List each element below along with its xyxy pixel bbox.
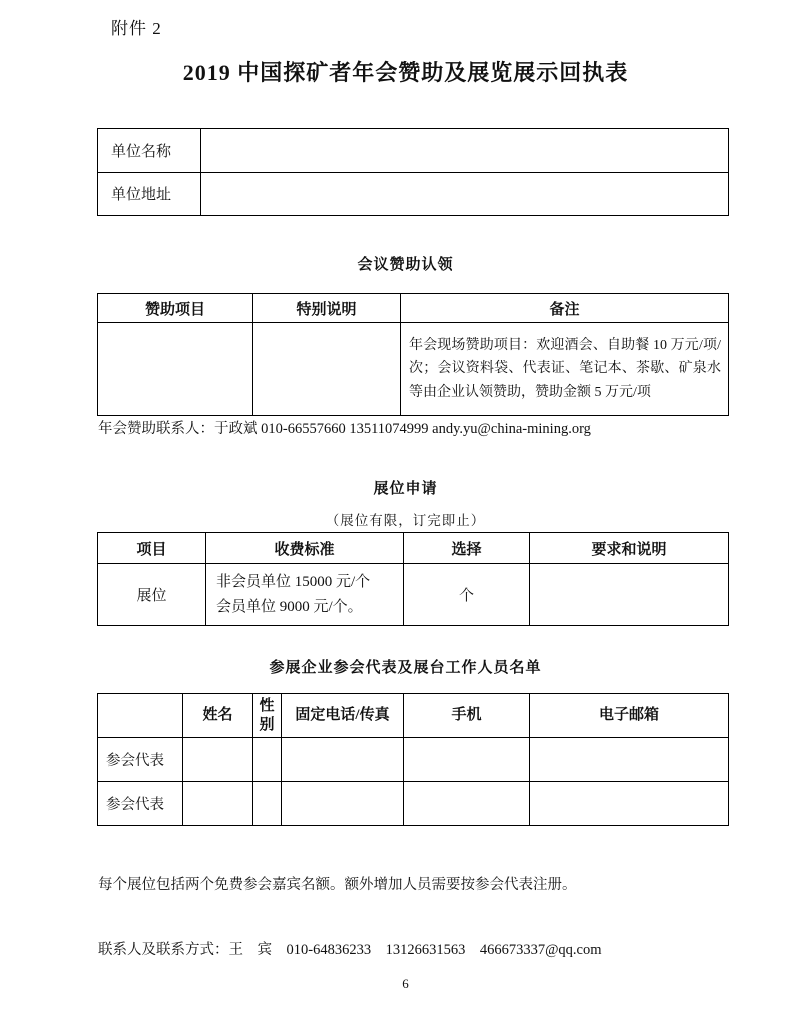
email-cell bbox=[530, 782, 729, 826]
booth-choice-cell: 个 bbox=[404, 564, 530, 626]
section-title-booth: 展位申请 bbox=[373, 481, 438, 497]
gender-cell bbox=[253, 782, 282, 826]
unit-name-value-cell bbox=[201, 129, 729, 173]
remark-cell: 年会现场赞助项目：欢迎酒会、自助餐 10 万元/项/次；会议资料袋、代表证、笔记本、茶歇、矿泉水等由企业认领赞助，赞助金额 5 万元/项 bbox=[401, 323, 729, 416]
name-cell bbox=[183, 738, 253, 782]
unit-name-label: 单位名称 bbox=[98, 129, 201, 173]
header-email: 电子邮箱 bbox=[530, 694, 729, 738]
booth-table bbox=[97, 532, 729, 626]
sponsorship-table bbox=[97, 293, 729, 416]
booth-item-cell: 展位 bbox=[98, 564, 206, 626]
table-header-row bbox=[98, 533, 729, 564]
unit-address-value-cell bbox=[201, 172, 729, 216]
note-free-quota: 每个展位包括两个免费参会嘉宾名额。额外增加人员需要按参会代表注册。 bbox=[98, 876, 577, 893]
unit-info-table bbox=[97, 128, 729, 216]
mobile-cell bbox=[404, 782, 530, 826]
delegate-row-label: 参会代表 bbox=[98, 782, 183, 826]
phone-cell bbox=[282, 782, 404, 826]
header-special-note: 特别说明 bbox=[253, 294, 401, 323]
table-header-row bbox=[98, 294, 729, 323]
sponsor-item-cell bbox=[98, 323, 253, 416]
mobile-cell bbox=[404, 738, 530, 782]
header-choice: 选择 bbox=[404, 533, 530, 564]
booth-requirement-cell bbox=[530, 564, 729, 626]
header-name: 姓名 bbox=[183, 694, 253, 738]
staff-table bbox=[97, 693, 729, 826]
table-row bbox=[98, 738, 729, 782]
email-cell bbox=[530, 738, 729, 782]
section-title-sponsorship: 会议赞助认领 bbox=[357, 257, 454, 273]
attachment-label: 附件 2 bbox=[111, 19, 162, 38]
booth-availability-note: （展位有限，订完即止） bbox=[325, 513, 486, 528]
booth-fee-cell bbox=[206, 564, 404, 626]
table-header-row bbox=[98, 694, 729, 738]
table-row bbox=[98, 564, 729, 626]
table-row bbox=[98, 172, 729, 216]
fee-line-member: 会员单位 9000 元/个。 bbox=[216, 598, 363, 615]
header-gender: 性别 bbox=[253, 694, 282, 738]
table-row bbox=[98, 323, 729, 416]
phone-cell bbox=[282, 738, 404, 782]
fee-line-nonmember: 非会员单位 15000 元/个 bbox=[216, 574, 371, 590]
name-cell bbox=[183, 782, 253, 826]
table-row bbox=[98, 782, 729, 826]
gender-cell bbox=[253, 738, 282, 782]
header-item: 项目 bbox=[98, 533, 206, 564]
header-phone-fax: 固定电话/传真 bbox=[282, 694, 404, 738]
page-title: 2019 中国探矿者年会赞助及展览展示回执表 bbox=[182, 60, 629, 85]
delegate-row-label: 参会代表 bbox=[98, 738, 183, 782]
header-remark: 备注 bbox=[401, 294, 729, 323]
header-fee-standard: 收费标准 bbox=[206, 533, 404, 564]
section-title-staff-list: 参展企业参会代表及展台工作人员名单 bbox=[269, 660, 542, 676]
sponsorship-contact-line: 年会赞助联系人：于政斌 010-66557660 13511074999 andy.yu@china-mining.org bbox=[98, 421, 591, 437]
unit-address-label: 单位地址 bbox=[98, 172, 201, 216]
header-mobile: 手机 bbox=[404, 694, 530, 738]
table-row bbox=[98, 129, 729, 173]
header-requirements: 要求和说明 bbox=[530, 533, 729, 564]
header-sponsor-item: 赞助项目 bbox=[98, 294, 253, 323]
header-blank bbox=[98, 694, 183, 738]
special-note-cell bbox=[253, 323, 401, 416]
page-number: 6 bbox=[402, 976, 409, 991]
note-contact-info: 联系人及联系方式：王 宾 010-64836233 13126631563 466673337@qq.com bbox=[98, 941, 602, 958]
